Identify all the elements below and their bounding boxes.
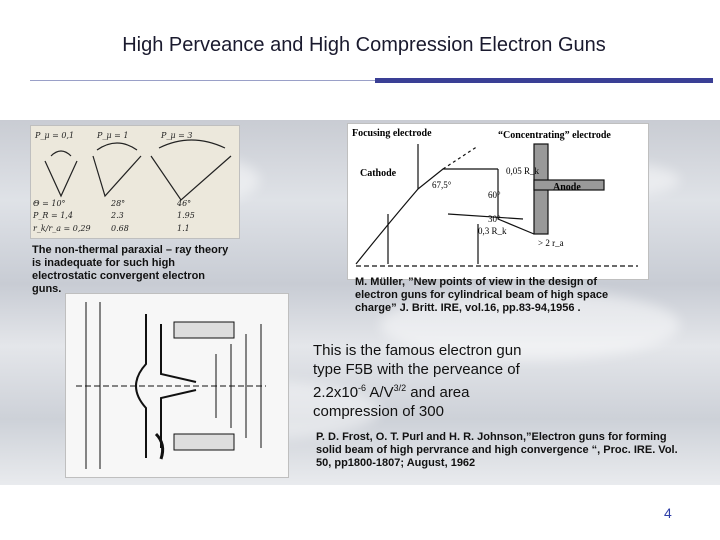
focusing-electrode-label: Focusing electrode bbox=[352, 128, 432, 139]
perveance-unit: A/V bbox=[366, 384, 394, 401]
fig-label: 0.68 bbox=[111, 224, 129, 233]
fig-label: P_μ = 0,1 bbox=[35, 131, 75, 140]
angle-label: 30° bbox=[488, 214, 501, 224]
page-number: 4 bbox=[664, 505, 672, 521]
fig-label: P_R = 1,4 bbox=[33, 211, 73, 220]
fig-label: 1.1 bbox=[177, 224, 190, 233]
frost-citation: P. D. Frost, O. T. Purl and H. R. Johnson,”Electron guns for forming solid beam of high pervrance and high convergence “, Proc. IRE. Vol. 50, pp1800-1807; August, 1962 bbox=[316, 431, 678, 469]
dimension-label: 0,05 R_k bbox=[506, 166, 540, 176]
f5b-gun-figure bbox=[65, 293, 289, 478]
angle-label: 67,5° bbox=[432, 180, 452, 190]
f5b-line-1: This is the famous electron gun bbox=[313, 342, 522, 359]
perveance-exponent: -6 bbox=[358, 383, 367, 393]
f5b-line-4: compression of 300 bbox=[313, 403, 444, 420]
dimension-label: > 2 r_a bbox=[538, 238, 564, 248]
fig-label: 2.3 bbox=[111, 211, 124, 220]
electron-gun-geometries-figure bbox=[30, 125, 240, 239]
perveance-tail: and area bbox=[406, 384, 470, 401]
concentrating-electrode-label: “Concentrating” electrode bbox=[498, 130, 611, 141]
fig-label: 46° bbox=[177, 199, 192, 208]
gun-geometry-diagrams bbox=[31, 126, 239, 238]
f5b-line-2: type F5B with the perveance of bbox=[313, 361, 520, 378]
perveance-unit-exponent: 3/2 bbox=[393, 383, 407, 393]
fig-label: 28° bbox=[111, 199, 126, 208]
fig-label: r_k/r_a = 0,29 bbox=[33, 224, 91, 233]
muller-gun-diagram bbox=[348, 124, 648, 279]
f5b-line-3 bbox=[313, 379, 573, 402]
title-accent-bar bbox=[375, 78, 713, 83]
dimension-label: 0,3 R_k bbox=[478, 226, 507, 236]
muller-citation: M. Müller, ”New points of view in the design of electron guns for cylindrical beam of high space charge” J. Britt. IRE, vol.16, pp.83-94,1956 . bbox=[355, 276, 609, 314]
perveance-value: 2.2x10 bbox=[313, 384, 359, 401]
fig-label: P_μ = 1 bbox=[97, 131, 129, 140]
fig-label: P_μ = 3 bbox=[161, 131, 193, 140]
fig-label: Θ = 10° bbox=[33, 199, 66, 208]
f5b-description bbox=[313, 341, 573, 421]
f5b-gun-diagram bbox=[66, 294, 288, 477]
title-divider-line bbox=[30, 80, 375, 81]
left-caption: The non-thermal paraxial – ray theory is inadequate for such high electrostatic convergent electron guns. bbox=[32, 244, 229, 295]
angle-label: 60° bbox=[488, 190, 501, 200]
anode-label: Anode bbox=[553, 182, 581, 193]
fig-label: 1.95 bbox=[177, 211, 195, 220]
slide-title: High Perveance and High Compression Electron Guns bbox=[122, 34, 606, 56]
muller-gun-figure bbox=[347, 123, 649, 280]
cathode-label: Cathode bbox=[360, 168, 397, 179]
